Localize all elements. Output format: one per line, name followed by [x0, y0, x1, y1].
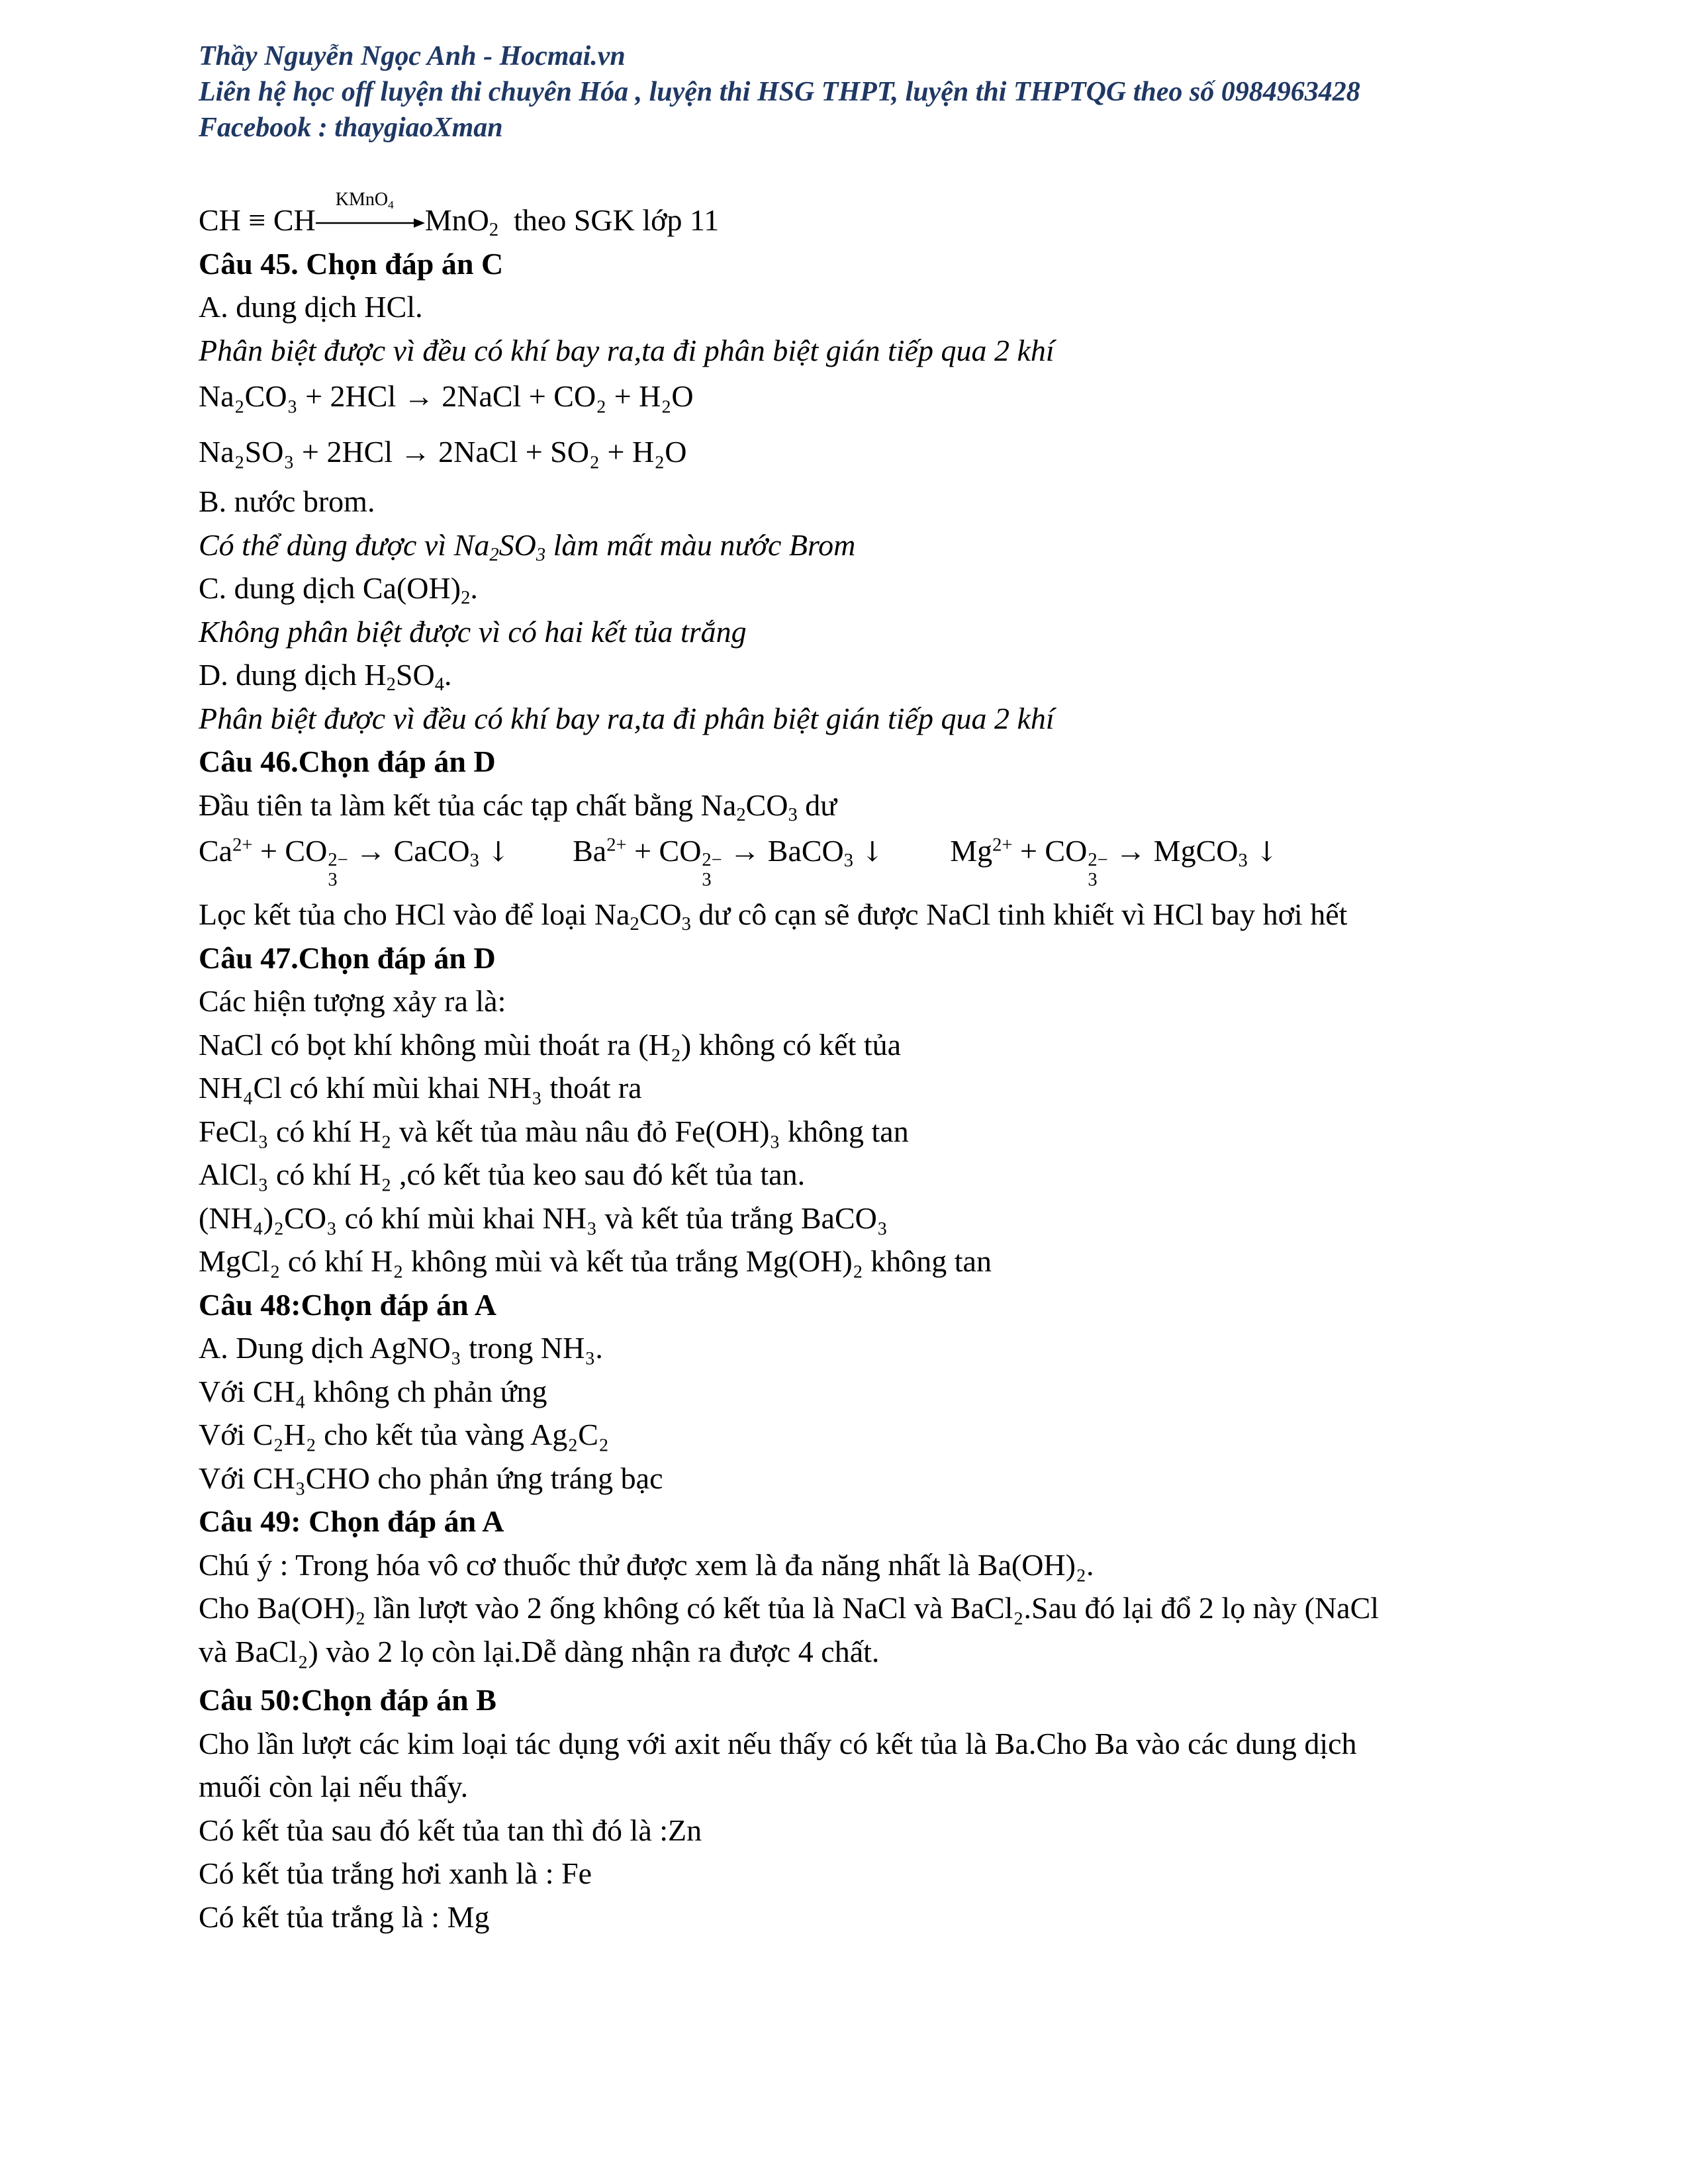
q45-option-d-note: Phân biệt được vì đều có khí bay ra,ta đi phân biệt gián tiếp qua 2 khí — [199, 701, 1055, 735]
q50-line-1: Cho lần lượt các kim loại tác dụng với axit nếu thấy có kết tủa là Ba.Cho Ba vào các dung dịch — [199, 1726, 1357, 1760]
q50-line-5: Có kết tủa trắng là : Mg — [199, 1899, 490, 1934]
q50-line-3: Có kết tủa sau đó kết tủa tan thì đó là :Zn — [199, 1813, 702, 1847]
reaction-arrow — [316, 189, 425, 236]
q45-option-b: B. nước brom. — [199, 484, 375, 518]
q48-line-4: Với CH₃CHO cho phản ứng tráng bạc — [199, 1461, 663, 1495]
eq-product: MnO — [424, 203, 489, 237]
q48-line-1: A. Dung dịch AgNO₃ trong NH₃. — [199, 1331, 603, 1365]
header-author: Thầy Nguyễn Ngọc Anh - Hocmai.vn — [199, 41, 626, 71]
q47-line-6: MgCl₂ có khí H₂ không mùi và kết tủa trắng Mg(OH)₂ không tan — [199, 1244, 992, 1278]
q50-line-2: muối còn lại nếu thấy. — [199, 1770, 469, 1803]
q45-option-c: C. dung dịch $Ca(OH)_2$. — [199, 571, 478, 608]
q49-line-3: và BaCl₂) vào 2 lọ còn lại.Dễ dàng nhận ra được 4 chất. — [199, 1634, 880, 1668]
q47-line-5: (NH₄)₂CO₃ có khí mùi khai NH₃ và kết tủa trắng BaCO₃ — [199, 1201, 888, 1235]
eq-tail: theo SGK lớp 11 — [514, 203, 720, 237]
arrow-reagent: KMnO — [335, 189, 389, 210]
q45-option-a: A. dung dịch HCl. — [199, 290, 423, 324]
q46-line-3: Lọc kết tủa cho HCl vào để loại $Na_2CO_3$ dư cô cạn sẽ được NaCl tinh khiết vì HCl bay hơi hết — [199, 897, 1348, 934]
q49-line-2: Cho Ba(OH)₂ lần lượt vào 2 ống không có kết tủa là NaCl và BaCl₂.Sau đó lại đổ 2 lọ này (NaCl — [199, 1591, 1380, 1625]
q47-line-4: AlCl₃ có khí H₂ ,có kết tủa keo sau đó kết tủa tan. — [199, 1158, 806, 1191]
q47-intro: Các hiện tượng xảy ra là: — [199, 984, 506, 1018]
ion-eq-ba: $Ba^{2+}$ + CO 2− 3 → BaCO$_3$ ↓ — [573, 834, 884, 891]
question-45-title: Câu 45. Chọn đáp án C — [199, 246, 504, 281]
q45-equation-2: Na₂SO₃ + 2HCl → 2NaCl + SO₂ + H₂O — [199, 434, 687, 469]
q45-equation-1: Na₂CO₃ + 2HCl → 2NaCl + CO₂ + H₂O — [199, 379, 694, 413]
question-50-title: Câu 50:Chọn đáp án B — [199, 1683, 496, 1717]
ion-eq-mg: $Mg^{2+}$ + CO 2− 3 → MgCO$_3$ ↓ — [950, 834, 1278, 891]
q45-option-b-note: Có thể dùng được vì $Na_2SO_3$ làm mất màu nước Brom — [199, 527, 856, 565]
q45-option-a-note: Phân biệt được vì đều có khí bay ra,ta đi phân biệt gián tiếp qua 2 khí — [199, 333, 1055, 367]
ion-eq-ca: $Ca^{2+}$ + CO 2− 3 → CaCO$_3$ ↓ — [199, 834, 510, 891]
question-47-title: Câu 47.Chọn đáp án D — [199, 940, 496, 975]
q47-line-3: FeCl₃ có khí H₂ và kết tủa màu nâu đỏ Fe(OH)₃ không tan — [199, 1114, 909, 1148]
header-contact: Liên hệ học off luyện thi chuyên Hóa , luyện thi HSG THPT, luyện thi THPTQG theo số 0984963428 — [199, 77, 1360, 107]
q45-option-c-note: Không phân biệt được vì có hai kết tủa trắng — [199, 614, 747, 649]
eq-left: CH ≡ CH — [199, 203, 316, 237]
page-header — [199, 38, 1523, 146]
q47-line-2: NH₄Cl có khí mùi khai NH₃ thoát ra — [199, 1071, 642, 1105]
document-body — [199, 189, 1496, 1938]
q45-option-d: D. dung dịch $H_2SO_4$. — [199, 658, 452, 695]
q48-line-3: Với C₂H₂ cho kết tủa vàng Ag₂C₂ — [199, 1418, 609, 1451]
eq-product-sub: 2 — [489, 219, 499, 240]
question-48-title: Câu 48:Chọn đáp án A — [199, 1287, 496, 1322]
q46-line-1: Đầu tiên ta làm kết tủa các tạp chất bằng $Na_2CO_3$ dư — [199, 788, 837, 825]
arrow-reagent-sub: 4 — [388, 199, 394, 212]
question-46-title: Câu 46.Chọn đáp án D — [199, 745, 496, 778]
q50-line-4: Có kết tủa trắng hơi xanh là : Fe — [199, 1856, 592, 1890]
equation-acetylene — [199, 189, 1496, 242]
question-49-title: Câu 49: Chọn đáp án A — [199, 1504, 504, 1538]
q47-line-1: NaCl có bọt khí không mùi thoát ra (H₂) không có kết tủa — [199, 1027, 902, 1062]
q48-line-2: Với CH₄ không ch phản ứng — [199, 1374, 547, 1408]
q46-ion-equations — [199, 829, 1496, 890]
q49-line-1: Chú ý : Trong hóa vô cơ thuốc thử được xem là đa năng nhất là Ba(OH)₂. — [199, 1547, 1094, 1582]
header-facebook: Facebook : thaygiaoXman — [199, 113, 503, 143]
